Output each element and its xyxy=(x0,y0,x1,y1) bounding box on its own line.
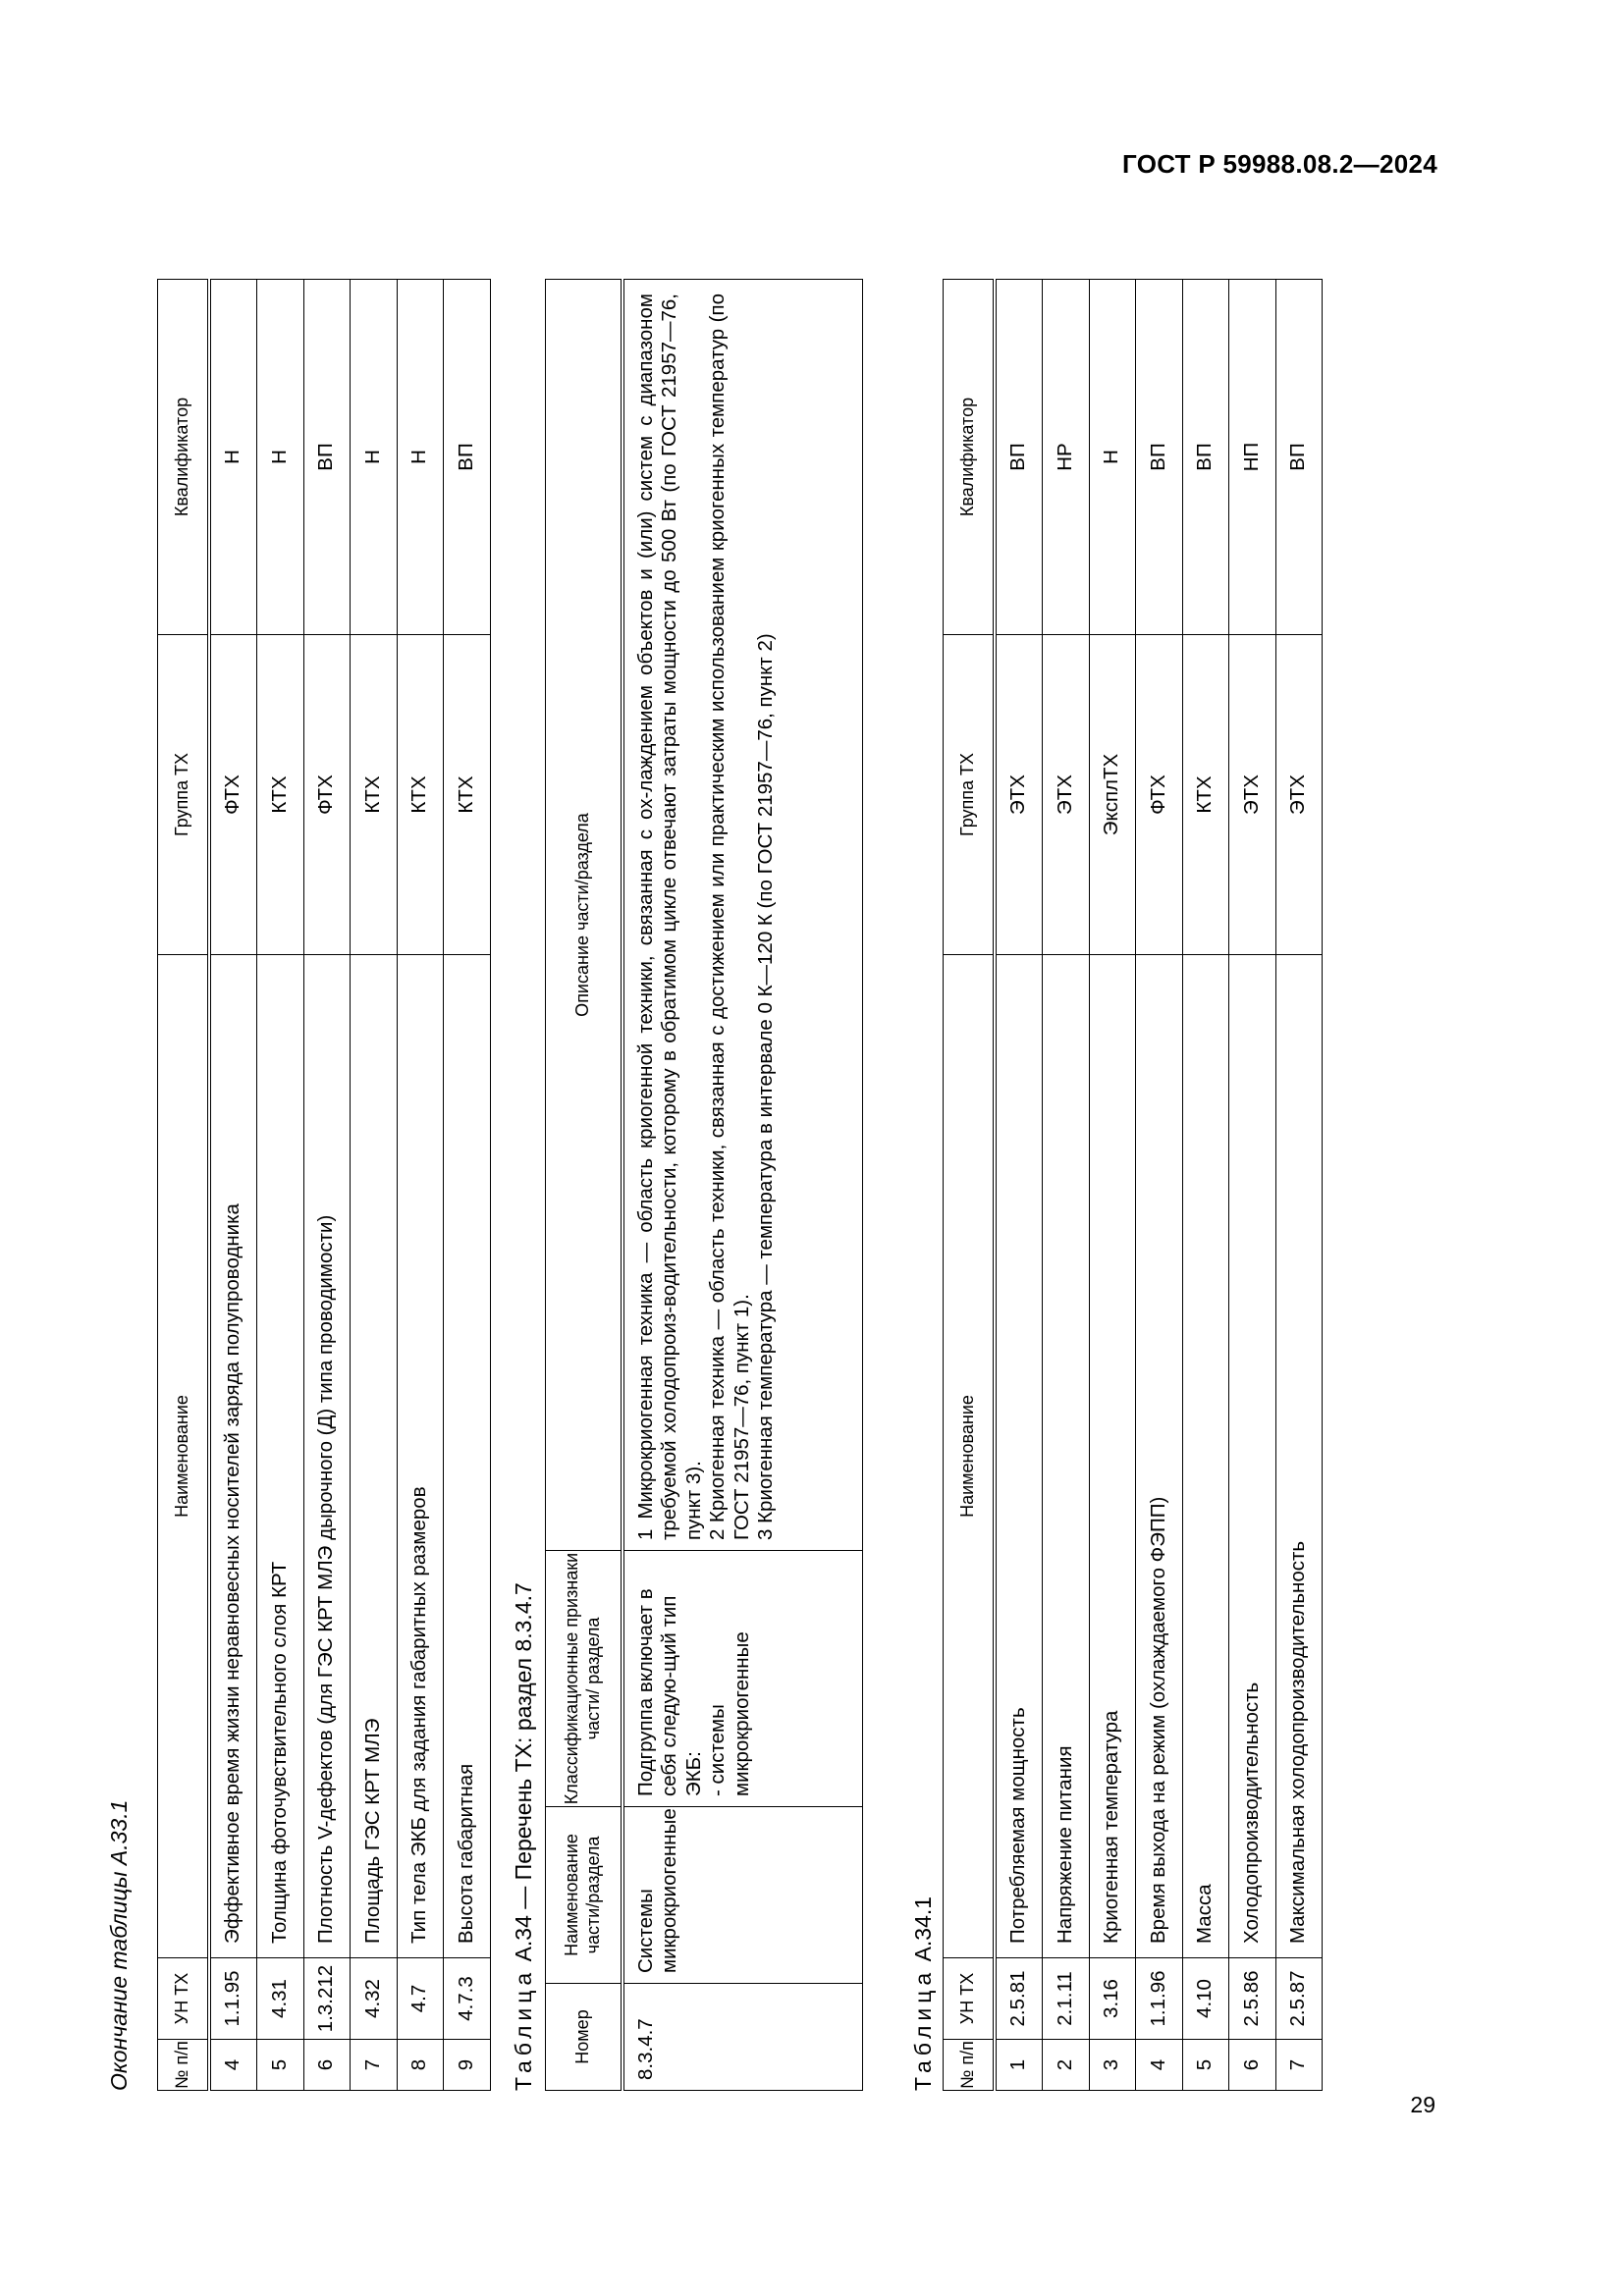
col-header-num: № п/п xyxy=(158,2040,209,2091)
table-row xyxy=(995,280,1043,2091)
cell-code: 4.7.3 xyxy=(444,1958,491,2040)
cell-num: 5 xyxy=(1182,2040,1229,2091)
rotated-page-content xyxy=(108,226,1463,2091)
cell-group: КТХ xyxy=(351,635,398,955)
cell-code: 2.5.86 xyxy=(1229,1958,1276,2040)
cell-name: Напряжение питания xyxy=(1043,955,1090,1958)
cell-code: 2.5.81 xyxy=(995,1958,1043,2040)
col-header-description: Описание части/раздела xyxy=(546,280,623,1551)
table-a33-1-header xyxy=(158,280,209,2091)
cell-code: 4.31 xyxy=(257,1958,304,2040)
col-header-name: Наименование xyxy=(944,955,995,1958)
cell-num: 4 xyxy=(209,2040,257,2091)
cell-qualifier: ВП xyxy=(303,280,351,635)
cell-name: Высота габаритная xyxy=(444,955,491,1958)
cell-name: Толщина фоточувствительного слоя КРТ xyxy=(257,955,304,1958)
cell-qualifier: ВП xyxy=(444,280,491,635)
col-header-features: Классификационные признаки части/ раздела xyxy=(546,1551,623,1807)
document-number: ГОСТ Р 59988.08.2—2024 xyxy=(1122,149,1437,179)
cell-name: Максимальная холодопроизводительность xyxy=(1275,955,1323,1958)
table-row xyxy=(1043,280,1090,2091)
cell-qualifier: Н xyxy=(1089,280,1136,635)
cell-group: ЭТХ xyxy=(1043,635,1090,955)
page-number: 29 xyxy=(1410,2092,1435,2117)
cell-name: Тип тела ЭКБ для задания габаритных размеров xyxy=(397,955,444,1958)
cell-qualifier: ВП xyxy=(1182,280,1229,635)
col-header-section-name: Наименование части/раздела xyxy=(546,1807,623,1984)
cell-qualifier: ВП xyxy=(1136,280,1183,635)
cell-code: 2.5.87 xyxy=(1275,1958,1323,2040)
cell-group: КТХ xyxy=(444,635,491,955)
cell-num: 9 xyxy=(444,2040,491,2091)
table-row xyxy=(1089,280,1136,2091)
table-a34-1 xyxy=(943,279,1323,2091)
table-a33-1 xyxy=(157,279,491,2091)
cell-group: ЭксплТХ xyxy=(1089,635,1136,955)
col-header-num: № п/п xyxy=(944,2040,995,2091)
col-header-qualifier: Квалификатор xyxy=(158,280,209,635)
cell-code: 4.32 xyxy=(351,1958,398,2040)
cell-code: 4.10 xyxy=(1182,1958,1229,2040)
cell-num: 1 xyxy=(995,2040,1043,2091)
cell-group: ЭТХ xyxy=(1275,635,1323,955)
table-row xyxy=(1136,280,1183,2091)
cell-num: 2 xyxy=(1043,2040,1090,2091)
cell-code: 1.3.212 xyxy=(303,1958,351,2040)
cell-features: Подгруппа включает в себя следую-щий тип ЭКБ: - системы микрокриогенные xyxy=(623,1551,863,1807)
cell-qualifier: НР xyxy=(1043,280,1090,635)
cell-code: 2.1.11 xyxy=(1043,1958,1090,2040)
col-header-number: Номер xyxy=(546,1984,623,2091)
cell-name: Время выхода на режим (охлаждаемого ФЭПП) xyxy=(1136,955,1183,1958)
cell-group: КТХ xyxy=(1182,635,1229,955)
cell-number: 8.3.4.7 xyxy=(623,1984,863,2091)
cell-name: Холодопроизводительность xyxy=(1229,955,1276,1958)
cell-group: ФТХ xyxy=(1136,635,1183,955)
cell-name: Масса xyxy=(1182,955,1229,1958)
cell-num: 7 xyxy=(1275,2040,1323,2091)
cell-description: 1 Микрокриогенная техника — область криогенной техники, связанная с ох-лаждением объектов и (или) систем с диапазоном требуемой холодопроиз-водительности, которому в обратимом цикле отвечают затраты мощности до 500 Вт (по ГОСТ 21957—76, пункт 3). 2 Криогенная техника — область техники, связанная с достижением или практическим использованием криогенных температур (по ГОСТ 21957—76, пункт 1). 3 Криогенная температура — температура в интервале 0 К—120 К (по ГОСТ 21957—76, пункт 2) xyxy=(623,280,863,1551)
cell-num: 7 xyxy=(351,2040,398,2091)
cell-code: 3.16 xyxy=(1089,1958,1136,2040)
table-row xyxy=(209,280,257,2091)
cell-group: ФТХ xyxy=(209,635,257,955)
table-row xyxy=(1182,280,1229,2091)
cell-name: Потребляемая мощность xyxy=(995,955,1043,1958)
cell-num: 4 xyxy=(1136,2040,1183,2091)
caption-table-a34-1: Таблица А.34.1 xyxy=(910,1896,936,2091)
table-row xyxy=(351,280,398,2091)
caption-table-a34: Таблица А.34 — Перечень ТХ: раздел 8.3.4.7 xyxy=(511,1582,536,2091)
cell-group: КТХ xyxy=(257,635,304,955)
cell-qualifier: ВП xyxy=(995,280,1043,635)
col-header-group: Группа ТХ xyxy=(158,635,209,955)
cell-num: 6 xyxy=(303,2040,351,2091)
cell-num: 8 xyxy=(397,2040,444,2091)
col-header-code: УН ТХ xyxy=(158,1958,209,2040)
caption-table-a33-1: Окончание таблицы А.33.1 xyxy=(106,1799,132,2091)
cell-name: Плотность V-дефектов (для ГЭС КРТ МЛЭ дырочного (Д) типа проводимости) xyxy=(303,955,351,1958)
cell-qualifier: Н xyxy=(209,280,257,635)
cell-code: 1.1.95 xyxy=(209,1958,257,2040)
table-row xyxy=(623,280,863,2091)
cell-qualifier: Н xyxy=(257,280,304,635)
table-row xyxy=(1275,280,1323,2091)
table-row xyxy=(303,280,351,2091)
cell-group: ФТХ xyxy=(303,635,351,955)
col-header-code: УН ТХ xyxy=(944,1958,995,2040)
cell-qualifier: НП xyxy=(1229,280,1276,635)
cell-section-name: Системы микрокриогенные xyxy=(623,1807,863,1984)
table-row xyxy=(1229,280,1276,2091)
table-a34-header xyxy=(546,280,623,2091)
table-a34-1-header xyxy=(944,280,995,2091)
cell-group: ЭТХ xyxy=(995,635,1043,955)
table-a34 xyxy=(545,279,863,2091)
col-header-qualifier: Квалификатор xyxy=(944,280,995,635)
table-row xyxy=(444,280,491,2091)
cell-name: Площадь ГЭС КРТ МЛЭ xyxy=(351,955,398,1958)
cell-qualifier: Н xyxy=(397,280,444,635)
cell-qualifier: ВП xyxy=(1275,280,1323,635)
cell-qualifier: Н xyxy=(351,280,398,635)
cell-name: Эффективное время жизни неравновесных носителей заряда полупроводника xyxy=(209,955,257,1958)
cell-group: ЭТХ xyxy=(1229,635,1276,955)
cell-num: 6 xyxy=(1229,2040,1276,2091)
cell-num: 3 xyxy=(1089,2040,1136,2091)
col-header-name: Наименование xyxy=(158,955,209,1958)
cell-group: КТХ xyxy=(397,635,444,955)
col-header-group: Группа ТХ xyxy=(944,635,995,955)
cell-code: 4.7 xyxy=(397,1958,444,2040)
cell-name: Криогенная температура xyxy=(1089,955,1136,1958)
table-row xyxy=(257,280,304,2091)
table-row xyxy=(397,280,444,2091)
cell-num: 5 xyxy=(257,2040,304,2091)
cell-code: 1.1.96 xyxy=(1136,1958,1183,2040)
